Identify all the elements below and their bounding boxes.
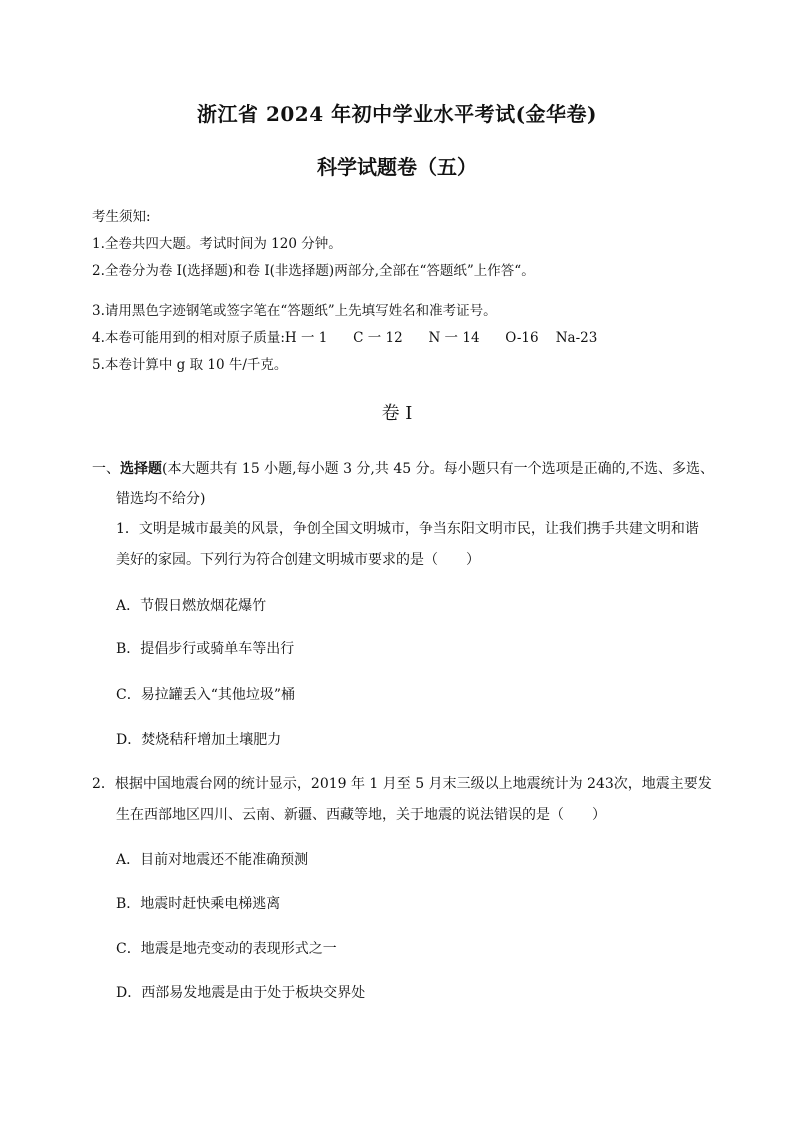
part-desc: (本大题共有 15 小题,每小题 3 分,共 45 分。每小题只有一个选项是正确的,不选、多选、 (162, 461, 715, 477)
notice-item: 4.本卷可能用到的相对原子质量:H 一 1 C 一 12 N 一 14 O-16 Na-23 (92, 330, 598, 346)
question-2-stem: 2．根据中国地震台网的统计显示，2019 年 1 月至 5 月末三级以上地震统计为 243次，地震主要发 (92, 776, 712, 792)
part-desc-continued: 错选均不给分) (116, 491, 206, 507)
question-1-option-c: C．易拉罐丢入“其他垃圾”桶 (116, 687, 296, 703)
part-name: 选择题 (120, 461, 162, 477)
question-1-stem: 1．文明是城市最美的风景，争创全国文明城市，争当东阳文明市民，让我们携手共建文明和谐 (116, 521, 699, 537)
question-2-option-b: B．地震时赶快乘电梯逃离 (116, 896, 281, 912)
question-2-stem-continued: 生在西部地区四川、云南、新疆、西藏等地，关于地震的说法错误的是（ ） (116, 807, 606, 823)
section-label: 卷 I (381, 403, 413, 424)
exam-title: 浙江省 2024 年初中学业水平考试(金华卷) (196, 102, 597, 126)
notice-item: 1.全卷共四大题。考试时间为 120 分钟。 (92, 236, 342, 252)
question-1-option-d: D．焚烧秸秆增加土壤肥力 (116, 732, 282, 748)
question-1-option-b: B．提倡步行或骑单车等出行 (116, 641, 295, 657)
question-2-option-a: A．目前对地震还不能准确预测 (116, 852, 309, 868)
exam-subtitle: 科学试题卷（五） (317, 155, 477, 179)
part-prefix: 一、 (92, 461, 120, 477)
notice-item: 5.本卷计算中 g 取 10 牛/千克。 (92, 357, 288, 373)
notice-item: 2.全卷分为卷 I(选择题)和卷 I(非选择题)两部分,全部在“答题纸”上作答“。 (92, 263, 535, 279)
question-1-option-a: A．节假日燃放烟花爆竹 (116, 598, 267, 614)
part-heading (92, 458, 714, 478)
question-2-option-d: D．西部易发地震是由于处于板块交界处 (116, 985, 366, 1001)
notice-heading: 考生须知: (92, 209, 151, 225)
question-2-option-c: C．地震是地壳变动的表现形式之一 (116, 941, 337, 957)
notice-item: 3.请用黑色字迹钢笔或签字笔在“答题纸”上先填写姓名和准考证号。 (92, 303, 497, 319)
question-1-stem-continued: 美好的家园。下列行为符合创建文明城市要求的是（ ） (116, 552, 480, 568)
